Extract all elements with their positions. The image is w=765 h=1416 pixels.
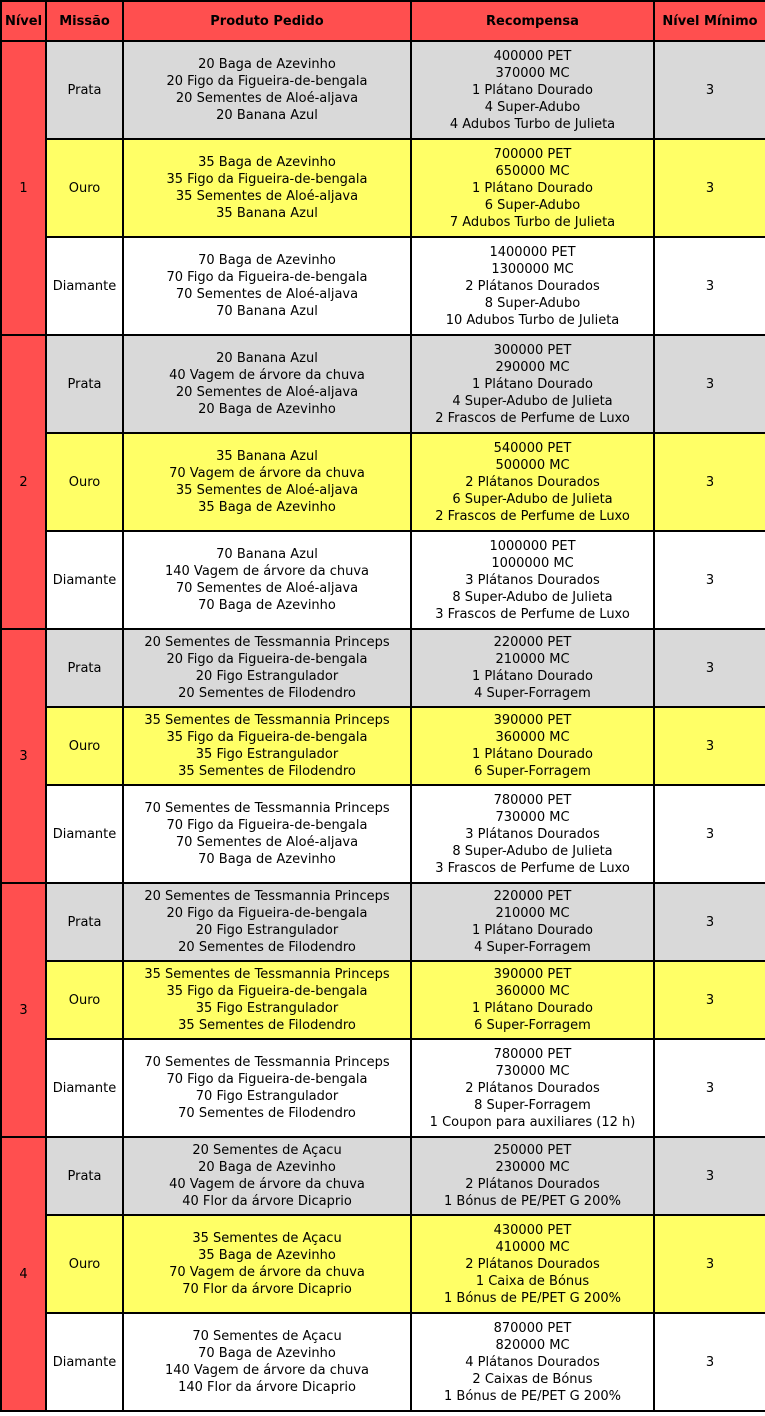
product-line: 20 Figo da Figueira-de-bengala xyxy=(166,652,368,667)
table-row xyxy=(1,1313,765,1411)
reward-line: 2 Plátanos Dourados xyxy=(465,474,600,490)
reward-line: 4 Adubos Turbo de Julieta xyxy=(449,116,616,132)
product-cell xyxy=(123,237,411,335)
table-row xyxy=(1,1039,765,1137)
table-row xyxy=(1,785,765,883)
product-line: 20 Banana Azul xyxy=(216,108,318,123)
level-cell: 4 xyxy=(1,1137,46,1411)
reward-line: 1 Plátano Dourado xyxy=(472,1001,593,1016)
reward-line: 780000 PET xyxy=(493,1046,572,1062)
product-line: 20 Sementes de Tessmannia Princeps xyxy=(144,889,390,904)
product-line: 70 Flor da árvore Dicaprio xyxy=(182,1282,352,1297)
reward-cell xyxy=(411,961,654,1039)
product-cell xyxy=(123,1215,411,1313)
level-cell: 3 xyxy=(1,883,46,1137)
reward-cell xyxy=(411,1137,654,1215)
product-line: 35 Sementes de Aloé-aljava xyxy=(175,189,359,204)
mission-cell: Diamante xyxy=(46,785,123,883)
product-line: 35 Figo Estrangulador xyxy=(195,747,339,762)
reward-cell xyxy=(411,1313,654,1411)
product-cell xyxy=(123,707,411,785)
reward-line: 500000 MC xyxy=(495,457,570,473)
mission-cell: Prata xyxy=(46,1137,123,1215)
reward-line: 6 Super-Forragem xyxy=(474,764,591,779)
reward-line: 390000 PET xyxy=(493,713,572,728)
min-level-cell: 3 xyxy=(654,41,765,139)
product-line: 20 Sementes de Filodendro xyxy=(178,686,356,701)
product-cell xyxy=(123,335,411,433)
reward-line: 1 Plátano Dourado xyxy=(472,923,593,938)
table-row xyxy=(1,707,765,785)
reward-line: 4 Super-Adubo xyxy=(484,99,581,115)
level-cell: 2 xyxy=(1,335,46,629)
reward-line: 1 Plátano Dourado xyxy=(472,376,593,392)
product-line: 70 Sementes de Aloé-aljava xyxy=(175,581,359,596)
product-line: 70 Sementes de Açacu xyxy=(192,1329,342,1344)
product-line: 20 Sementes de Açacu xyxy=(192,1143,342,1158)
product-line: 70 Vagem de árvore da chuva xyxy=(169,466,365,481)
table-row xyxy=(1,237,765,335)
product-line: 70 Figo da Figueira-de-bengala xyxy=(166,270,368,285)
table-body xyxy=(1,41,765,1411)
table-row xyxy=(1,41,765,139)
reward-line: 3 Frascos de Perfume de Luxo xyxy=(435,860,630,876)
header-missao: Missão xyxy=(46,1,123,41)
product-cell xyxy=(123,785,411,883)
min-level-cell: 3 xyxy=(654,707,765,785)
min-level-cell: 3 xyxy=(654,1313,765,1411)
product-line: 40 Vagem de árvore da chuva xyxy=(169,1177,365,1192)
reward-line: 4 Plátanos Dourados xyxy=(465,1354,600,1370)
reward-cell xyxy=(411,433,654,531)
product-cell xyxy=(123,961,411,1039)
reward-line: 2 Frascos de Perfume de Luxo xyxy=(435,508,630,524)
reward-line: 220000 PET xyxy=(493,635,572,650)
mission-cell: Ouro xyxy=(46,707,123,785)
product-line: 140 Vagem de árvore da chuva xyxy=(164,564,369,579)
reward-line: 360000 MC xyxy=(495,984,570,999)
reward-cell xyxy=(411,629,654,707)
reward-line: 1000000 MC xyxy=(491,555,574,571)
product-cell xyxy=(123,1039,411,1137)
reward-line: 4 Super-Forragem xyxy=(474,940,591,955)
reward-line: 7 Adubos Turbo de Julieta xyxy=(449,214,616,230)
reward-line: 210000 MC xyxy=(495,906,570,921)
mission-cell: Ouro xyxy=(46,139,123,237)
product-line: 70 Figo Estrangulador xyxy=(195,1089,339,1104)
product-cell xyxy=(123,883,411,961)
reward-cell xyxy=(411,237,654,335)
mission-cell: Prata xyxy=(46,335,123,433)
product-line: 70 Baga de Azevinho xyxy=(198,598,336,613)
min-level-cell: 3 xyxy=(654,531,765,629)
product-line: 35 Baga de Azevinho xyxy=(198,155,336,170)
mission-cell: Ouro xyxy=(46,433,123,531)
reward-cell xyxy=(411,1215,654,1313)
reward-line: 540000 PET xyxy=(493,440,572,456)
product-line: 20 Baga de Azevinho xyxy=(198,57,336,72)
product-line: 35 Figo da Figueira-de-bengala xyxy=(166,172,368,187)
product-cell xyxy=(123,433,411,531)
reward-line: 230000 MC xyxy=(495,1160,570,1175)
reward-line: 400000 PET xyxy=(493,48,572,64)
product-line: 35 Sementes de Filodendro xyxy=(178,1018,356,1033)
reward-line: 1400000 PET xyxy=(489,244,576,260)
reward-line: 410000 MC xyxy=(495,1239,570,1255)
reward-cell xyxy=(411,41,654,139)
min-level-cell: 3 xyxy=(654,335,765,433)
reward-line: 4 Super-Adubo de Julieta xyxy=(452,393,613,409)
product-line: 35 Figo Estrangulador xyxy=(195,1001,339,1016)
product-line: 70 Banana Azul xyxy=(216,547,318,562)
reward-cell xyxy=(411,335,654,433)
level-cell: 1 xyxy=(1,41,46,335)
product-cell xyxy=(123,1137,411,1215)
product-line: 35 Sementes de Tessmannia Princeps xyxy=(144,967,390,982)
header-recompensa: Recompensa xyxy=(411,1,654,41)
product-line: 70 Sementes de Tessmannia Princeps xyxy=(144,1055,390,1070)
reward-line: 1 Bónus de PE/PET G 200% xyxy=(444,1388,621,1404)
product-line: 20 Figo da Figueira-de-bengala xyxy=(166,906,368,921)
header-nivel-minimo: Nível Mínimo xyxy=(654,1,765,41)
reward-line: 2 Plátanos Dourados xyxy=(465,1177,600,1192)
header-produto: Produto Pedido xyxy=(123,1,411,41)
product-line: 70 Vagem de árvore da chuva xyxy=(169,1265,365,1280)
mission-cell: Diamante xyxy=(46,237,123,335)
reward-cell xyxy=(411,1039,654,1137)
product-line: 40 Vagem de árvore da chuva xyxy=(169,368,365,383)
table-row xyxy=(1,1137,765,1215)
reward-line: 650000 MC xyxy=(495,163,570,179)
product-line: 35 Sementes de Açacu xyxy=(192,1231,342,1246)
product-line: 35 Figo da Figueira-de-bengala xyxy=(166,730,368,745)
product-line: 20 Figo Estrangulador xyxy=(195,923,339,938)
min-level-cell: 3 xyxy=(654,1215,765,1313)
reward-line: 730000 MC xyxy=(495,809,570,825)
reward-line: 8 Super-Adubo xyxy=(484,295,581,311)
product-cell xyxy=(123,531,411,629)
product-line: 35 Sementes de Filodendro xyxy=(178,764,356,779)
reward-line: 1 Bónus de PE/PET G 200% xyxy=(444,1194,621,1209)
reward-line: 6 Super-Adubo de Julieta xyxy=(452,491,613,507)
table-row xyxy=(1,433,765,531)
mission-cell: Prata xyxy=(46,883,123,961)
product-cell xyxy=(123,139,411,237)
product-line: 70 Sementes de Aloé-aljava xyxy=(175,287,359,302)
reward-line: 1 Bónus de PE/PET G 200% xyxy=(444,1290,621,1306)
reward-line: 1 Plátano Dourado xyxy=(472,669,593,684)
reward-cell xyxy=(411,139,654,237)
product-line: 140 Vagem de árvore da chuva xyxy=(164,1363,369,1378)
reward-line: 1 Plátano Dourado xyxy=(472,747,593,762)
product-line: 20 Sementes de Aloé-aljava xyxy=(175,91,359,106)
product-line: 70 Sementes de Filodendro xyxy=(178,1106,356,1121)
product-line: 70 Baga de Azevinho xyxy=(198,1346,336,1361)
min-level-cell: 3 xyxy=(654,139,765,237)
product-line: 140 Flor da árvore Dicaprio xyxy=(178,1380,356,1395)
reward-cell xyxy=(411,785,654,883)
reward-line: 3 Frascos de Perfume de Luxo xyxy=(435,606,630,622)
reward-cell xyxy=(411,531,654,629)
reward-line: 1000000 PET xyxy=(489,538,576,554)
product-line: 20 Sementes de Aloé-aljava xyxy=(175,385,359,400)
table-row xyxy=(1,1215,765,1313)
reward-line: 430000 PET xyxy=(493,1222,572,1238)
reward-line: 8 Super-Adubo de Julieta xyxy=(452,589,613,605)
min-level-cell: 3 xyxy=(654,1039,765,1137)
product-line: 35 Sementes de Aloé-aljava xyxy=(175,483,359,498)
reward-line: 1 Caixa de Bónus xyxy=(475,1273,590,1289)
product-line: 35 Baga de Azevinho xyxy=(198,1248,336,1263)
reward-line: 290000 MC xyxy=(495,359,570,375)
reward-line: 8 Super-Forragem xyxy=(474,1097,591,1113)
product-line: 20 Banana Azul xyxy=(216,351,318,366)
reward-cell xyxy=(411,707,654,785)
table-row xyxy=(1,629,765,707)
mission-cell: Prata xyxy=(46,629,123,707)
reward-line: 2 Plátanos Dourados xyxy=(465,1256,600,1272)
reward-line: 220000 PET xyxy=(493,889,572,904)
reward-line: 8 Super-Adubo de Julieta xyxy=(452,843,613,859)
reward-line: 360000 MC xyxy=(495,730,570,745)
product-cell xyxy=(123,629,411,707)
reward-line: 6 Super-Forragem xyxy=(474,1018,591,1033)
reward-line: 2 Caixas de Bónus xyxy=(472,1371,593,1387)
min-level-cell: 3 xyxy=(654,1137,765,1215)
reward-line: 820000 MC xyxy=(495,1337,570,1353)
mission-cell: Diamante xyxy=(46,1313,123,1411)
reward-cell xyxy=(411,883,654,961)
reward-line: 4 Super-Forragem xyxy=(474,686,591,701)
product-line: 20 Figo Estrangulador xyxy=(195,669,339,684)
mission-cell: Diamante xyxy=(46,531,123,629)
product-line: 70 Sementes de Tessmannia Princeps xyxy=(144,801,390,816)
product-line: 20 Sementes de Filodendro xyxy=(178,940,356,955)
table-row xyxy=(1,961,765,1039)
reward-line: 1 Coupon para auxiliares (12 h) xyxy=(429,1114,636,1130)
reward-line: 6 Super-Adubo xyxy=(484,197,581,213)
product-cell xyxy=(123,1313,411,1411)
min-level-cell: 3 xyxy=(654,785,765,883)
reward-line: 390000 PET xyxy=(493,967,572,982)
product-line: 35 Sementes de Tessmannia Princeps xyxy=(144,713,390,728)
min-level-cell: 3 xyxy=(654,237,765,335)
product-line: 70 Baga de Azevinho xyxy=(198,852,336,867)
min-level-cell: 3 xyxy=(654,961,765,1039)
mission-cell: Diamante xyxy=(46,1039,123,1137)
reward-line: 3 Plátanos Dourados xyxy=(465,572,600,588)
mission-cell: Ouro xyxy=(46,1215,123,1313)
reward-line: 780000 PET xyxy=(493,792,572,808)
product-line: 20 Baga de Azevinho xyxy=(198,1160,336,1175)
table-row xyxy=(1,335,765,433)
reward-line: 1 Plátano Dourado xyxy=(472,180,593,196)
min-level-cell: 3 xyxy=(654,433,765,531)
product-line: 70 Figo da Figueira-de-bengala xyxy=(166,818,368,833)
product-line: 35 Baga de Azevinho xyxy=(198,500,336,515)
reward-line: 700000 PET xyxy=(493,146,572,162)
reward-line: 10 Adubos Turbo de Julieta xyxy=(445,312,620,328)
product-line: 35 Banana Azul xyxy=(216,449,318,464)
header-nivel: Nível xyxy=(1,1,46,41)
table-row xyxy=(1,883,765,961)
min-level-cell: 3 xyxy=(654,629,765,707)
header-row xyxy=(1,1,765,41)
reward-line: 730000 MC xyxy=(495,1063,570,1079)
reward-line: 1300000 MC xyxy=(491,261,574,277)
product-line: 70 Sementes de Aloé-aljava xyxy=(175,835,359,850)
product-line: 70 Figo da Figueira-de-bengala xyxy=(166,1072,368,1087)
reward-line: 300000 PET xyxy=(493,342,572,358)
table-row xyxy=(1,139,765,237)
product-line: 70 Banana Azul xyxy=(216,304,318,319)
reward-line: 1 Plátano Dourado xyxy=(472,82,593,98)
reward-line: 210000 MC xyxy=(495,652,570,667)
product-line: 70 Baga de Azevinho xyxy=(198,253,336,268)
reward-line: 870000 PET xyxy=(493,1320,572,1336)
mission-cell: Prata xyxy=(46,41,123,139)
reward-line: 3 Plátanos Dourados xyxy=(465,826,600,842)
product-line: 40 Flor da árvore Dicaprio xyxy=(182,1194,352,1209)
product-line: 35 Figo da Figueira-de-bengala xyxy=(166,984,368,999)
product-line: 20 Figo da Figueira-de-bengala xyxy=(166,74,368,89)
product-cell xyxy=(123,41,411,139)
product-line: 20 Sementes de Tessmannia Princeps xyxy=(144,635,390,650)
level-cell: 3 xyxy=(1,629,46,883)
product-line: 20 Baga de Azevinho xyxy=(198,402,336,417)
reward-line: 2 Plátanos Dourados xyxy=(465,278,600,294)
reward-line: 2 Plátanos Dourados xyxy=(465,1080,600,1096)
min-level-cell: 3 xyxy=(654,883,765,961)
mission-cell: Ouro xyxy=(46,961,123,1039)
reward-line: 370000 MC xyxy=(495,65,570,81)
table-row xyxy=(1,531,765,629)
reward-line: 2 Frascos de Perfume de Luxo xyxy=(435,410,630,426)
product-line: 35 Banana Azul xyxy=(216,206,318,221)
reward-line: 250000 PET xyxy=(493,1143,572,1158)
